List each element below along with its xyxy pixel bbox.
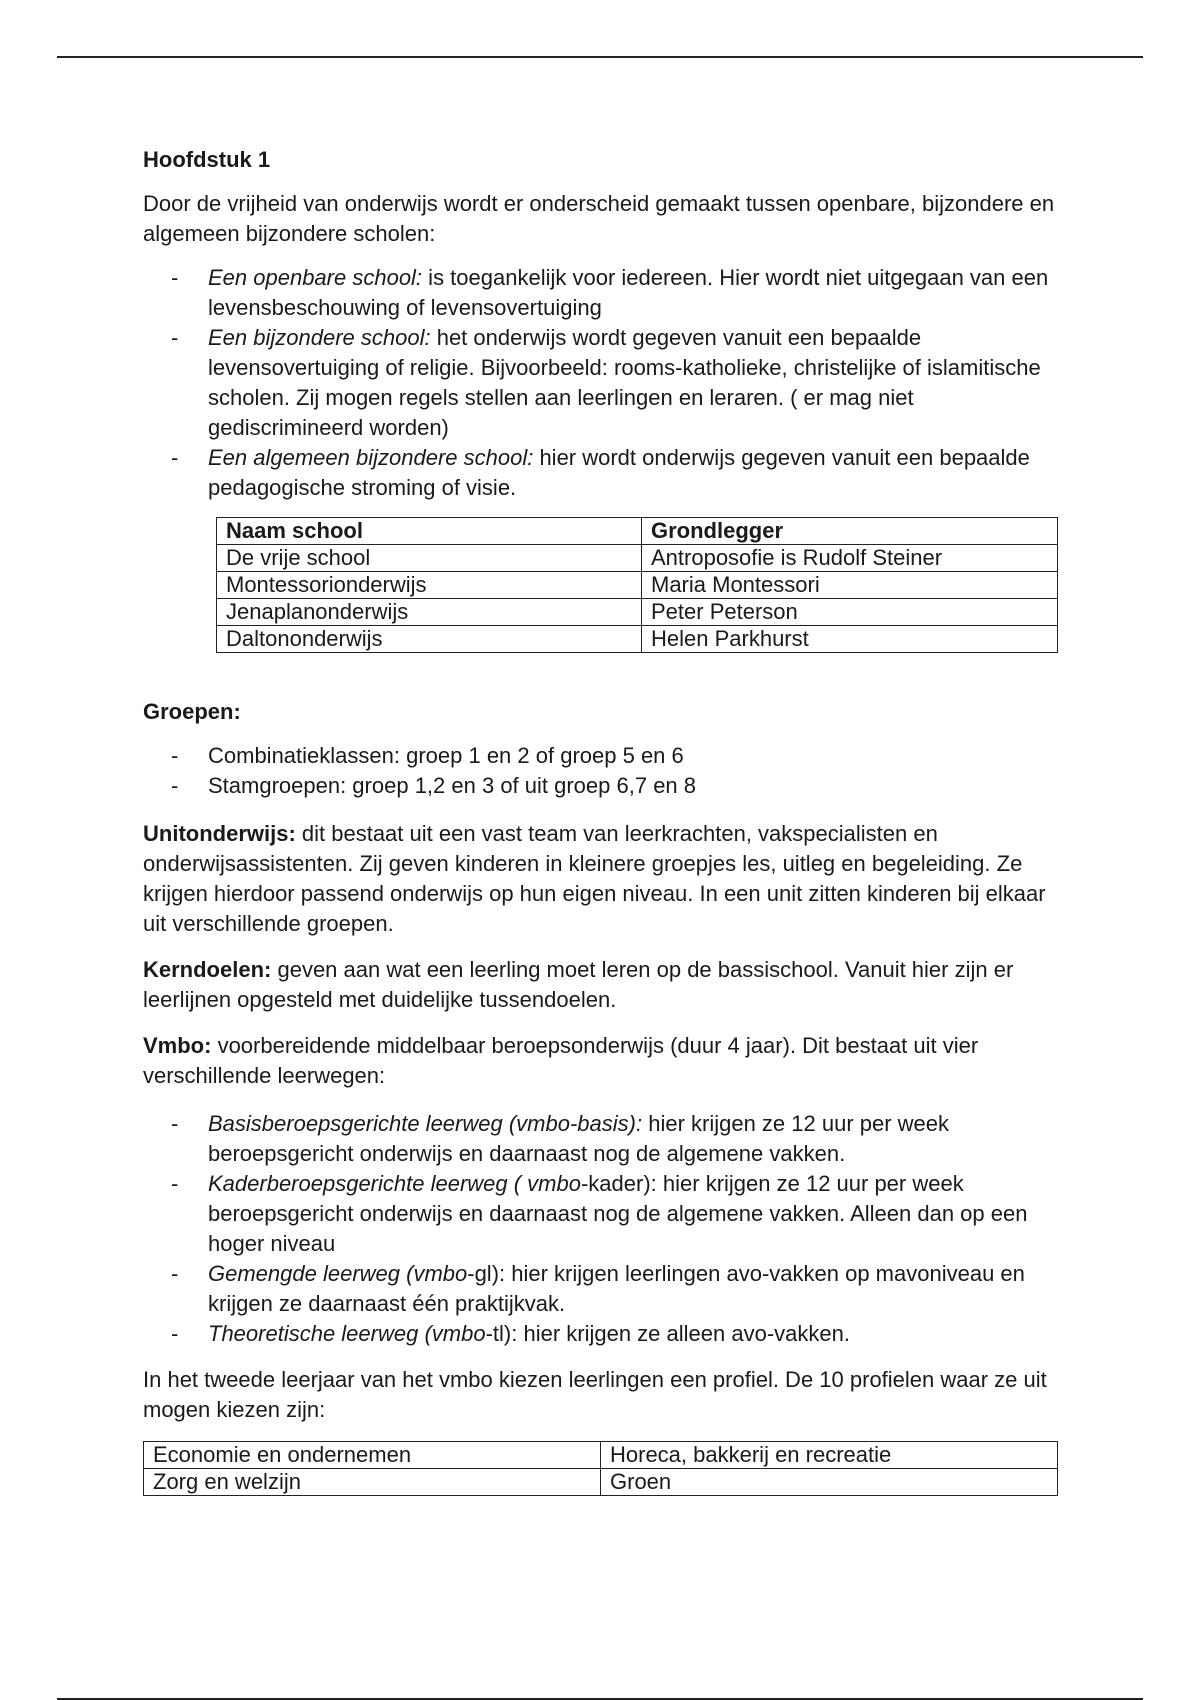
table-cell: Montessorionderwijs <box>217 572 642 599</box>
list-item: - Combinatieklassen: groep 1 en 2 of groep 5 en 6 <box>171 743 684 768</box>
list-item: - Een algemeen bijzondere school: hier wordt onderwijs gegeven vanuit een bepaalde pedagogische stroming of visie. <box>171 445 1030 500</box>
table-cell: Helen Parkhurst <box>642 626 1058 653</box>
list-item: - Gemengde leerweg (vmbo-gl): hier krijgen leerlingen avo-vakken op mavoniveau en krijgen ze daarnaast één praktijkvak. <box>171 1261 1025 1316</box>
table-cell: Antroposofie is Rudolf Steiner <box>642 545 1058 572</box>
header-rule <box>57 56 1143 58</box>
unitonderwijs-paragraph: Unitonderwijs: dit bestaat uit een vast team van leerkrachten, vakspecialisten en onderwijsassistenten. Zij geven kinderen in kleinere groepjes les, uitleg en begeleiding. Ze krijgen hierdoor passend onderwijs op hun eigen niveau. In een unit zitten kinderen bij elkaar uit verschillende groepen. <box>143 821 1046 936</box>
table-cell: Groen <box>601 1469 1058 1496</box>
table-cell: Peter Peterson <box>642 599 1058 626</box>
table-cell: Economie en ondernemen <box>144 1442 601 1469</box>
schools-table <box>216 517 1058 653</box>
table-row <box>217 626 1058 653</box>
list-item: - Een bijzondere school: het onderwijs wordt gegeven vanuit een bepaalde levensovertuiging of religie. Bijvoorbeeld: rooms-katholieke, christelijke of islamitische scholen. Zij mogen regels stellen aan leerlingen en leraren. ( er mag niet gediscrimineerd worden) <box>171 325 1041 440</box>
school-types-list <box>143 263 1063 503</box>
groepen-list <box>143 741 1063 801</box>
table-header-cell: Grondlegger <box>642 518 1058 545</box>
chapter-title: Hoofdstuk 1 <box>143 147 271 172</box>
table-cell: Daltononderwijs <box>217 626 642 653</box>
profielen-table <box>143 1441 1058 1496</box>
profielen-intro: In het tweede leerjaar van het vmbo kiezen leerlingen een profiel. De 10 profielen waar ze uit mogen kiezen zijn: <box>143 1367 1047 1422</box>
table-row <box>217 572 1058 599</box>
groepen-heading: Groepen: <box>143 699 241 724</box>
table-row <box>144 1469 1058 1496</box>
table-header-cell: Naam school <box>217 518 642 545</box>
kerndoelen-paragraph: Kerndoelen: geven aan wat een leerling moet leren op de bassischool. Vanuit hier zijn er leerlijnen opgesteld met duidelijke tussendoelen. <box>143 957 1014 1012</box>
list-item: - Basisberoepsgerichte leerweg (vmbo-basis): hier krijgen ze 12 uur per week beroepsgericht onderwijs en daarnaast nog de algemene vakken. <box>171 1111 950 1166</box>
list-item: - Stamgroepen: groep 1,2 en 3 of uit groep 6,7 en 8 <box>171 773 697 798</box>
list-item: - Kaderberoepsgerichte leerweg ( vmbo-kader): hier krijgen ze 12 uur per week beroepsgericht onderwijs en daarnaast nog de algemene vakken. Alleen dan op een hoger niveau <box>171 1171 1028 1256</box>
table-row <box>144 1442 1058 1469</box>
list-item: - Een openbare school: is toegankelijk voor iedereen. Hier wordt niet uitgegaan van een levensbeschouwing of levensovertuiging <box>171 265 1049 320</box>
table-cell: De vrije school <box>217 545 642 572</box>
table-row <box>217 599 1058 626</box>
table-header-row <box>217 518 1058 545</box>
vmbo-paragraph: Vmbo: voorbereidende middelbaar beroepsonderwijs (duur 4 jaar). Dit bestaat uit vier verschillende leerwegen: <box>143 1033 979 1088</box>
document-body <box>143 145 1063 1496</box>
table-cell: Zorg en welzijn <box>144 1469 601 1496</box>
intro-paragraph: Door de vrijheid van onderwijs wordt er onderscheid gemaakt tussen openbare, bijzondere en algemeen bijzondere scholen: <box>143 191 1055 246</box>
leerwegen-list <box>143 1109 1063 1349</box>
table-cell: Jenaplanonderwijs <box>217 599 642 626</box>
table-row <box>217 545 1058 572</box>
table-cell: Horeca, bakkerij en recreatie <box>601 1442 1058 1469</box>
table-cell: Maria Montessori <box>642 572 1058 599</box>
list-item: - Theoretische leerweg (vmbo-tl): hier krijgen ze alleen avo-vakken. <box>171 1321 850 1346</box>
